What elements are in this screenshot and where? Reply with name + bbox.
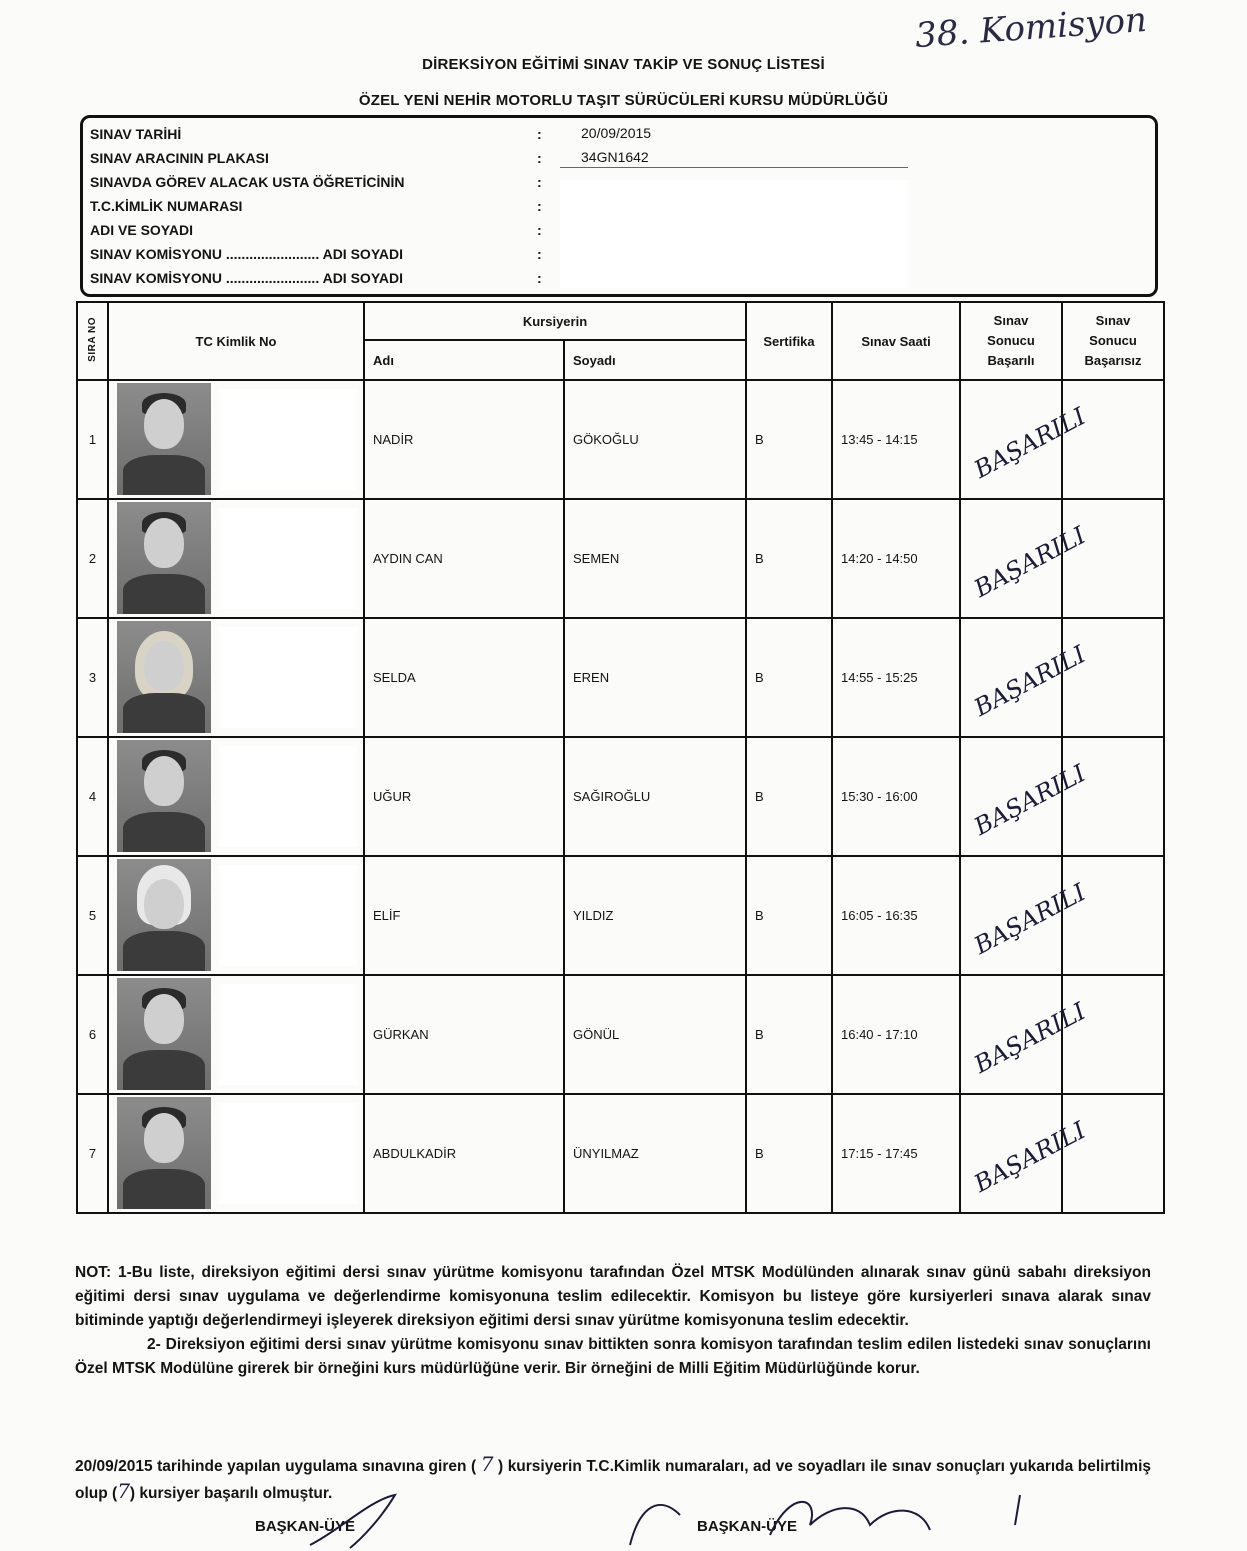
certificate: B [746,499,832,618]
table-row [77,380,1164,499]
redacted-tc [219,1103,357,1204]
last-name: ÜNYILMAZ [564,1094,746,1213]
redacted-tc [219,865,357,966]
last-name: SEMEN [564,499,746,618]
redacted-tc [219,627,357,728]
summary-text-3: ) kursiyer başarılı olmuştur. [129,1485,333,1502]
row-number: 2 [77,499,108,618]
colon: : [537,198,542,214]
first-name: UĞUR [364,737,564,856]
redacted-tc [219,389,357,490]
row-number: 6 [77,975,108,1094]
last-name: GÖNÜL [564,975,746,1094]
exam-time: 15:30 - 16:00 [832,737,960,856]
colon: : [537,222,542,238]
result-failed [1062,856,1164,975]
table-row [77,856,1164,975]
row-number: 5 [77,856,108,975]
institution-title: ÖZEL YENİ NEHİR MOTORLU TAŞIT SÜRÜCÜLERİ KURSU MÜDÜRLÜĞÜ [358,92,889,109]
handwritten-result: BAŞARILI [969,877,1091,960]
candidate-photo [117,859,211,971]
redacted-tc [219,508,357,609]
exam-time: 14:55 - 15:25 [832,618,960,737]
header-soyadi: Soyadı [564,340,746,380]
row-number: 4 [77,737,108,856]
certificate: B [746,856,832,975]
tc-cell [108,618,364,737]
result-passed [960,618,1091,737]
table-row [77,737,1164,856]
certificate: B [746,618,832,737]
handwritten-result: BAŞARILI [969,758,1091,841]
exam-time: 13:45 - 14:15 [832,380,960,499]
info-label-commission-1: SINAV KOMİSYONU ........................ ADI SOYADI [90,246,403,262]
first-name: NADİR [364,380,564,499]
handwritten-commission-note: 38. Komisyon [913,0,1149,57]
table-row [77,1094,1164,1213]
result-passed [960,737,1091,856]
handwritten-result: BAŞARILI [969,996,1091,1079]
header-sira-no: SIRA NO [77,302,108,380]
header-sertifika: Sertifika [746,302,832,380]
first-name: ELİF [364,856,564,975]
redacted-tc [219,984,357,1085]
handwritten-count-entered: 7 [480,1452,494,1476]
last-name: YILDIZ [564,856,746,975]
signature-label-right: BAŞKAN-ÜYE [697,1518,798,1535]
tc-cell [108,1094,364,1213]
exam-time: 17:15 - 17:45 [832,1094,960,1213]
header-sinav-saati: Sınav Saati [832,302,960,380]
colon: : [537,246,542,262]
candidate-photo [117,1097,211,1209]
certificate: B [746,1094,832,1213]
signature-scribble-left [300,1490,440,1550]
result-failed [1062,499,1164,618]
colon: : [537,270,542,286]
candidate-photo [117,740,211,852]
tc-cell [108,499,364,618]
info-label-instructor: SINAVDA GÖREV ALACAK USTA ÖĞRETİCİNİN [90,174,405,190]
handwritten-result: BAŞARILI [969,1115,1091,1198]
redacted-area [560,180,908,288]
note-paragraph-1: NOT: 1-Bu liste, direksiyon eğitimi dersi sınav yürütme komisyonu tarafından Özel MTSK Modülünden alınarak sınav günü sabahı direksiyon eğitimi dersi sınav uygulama ve değerlendirme komisyonuna teslim edilecektir. Komisyon bu listeye göre kursiyerleri sınava alarak sınav bitiminde yaptığı değerlendirmeyi işleyerek direksiyon eğitimi dersi sınav yürütme komisyonuna teslim edecektir. [75,1264,1151,1329]
result-failed [1062,618,1164,737]
result-passed [960,975,1091,1094]
row-number: 3 [77,618,108,737]
exam-time: 14:20 - 14:50 [832,499,960,618]
exam-date-value: 20/09/2015 [581,125,652,141]
info-label-commission-2: SINAV KOMİSYONU ........................ ADI SOYADI [90,270,403,286]
result-passed [960,499,1091,618]
last-name: SAĞIROĞLU [564,737,746,856]
signature-scribble-right [620,1485,1040,1550]
result-failed [1062,380,1164,499]
tc-cell [108,856,364,975]
candidate-photo [117,502,211,614]
result-failed [1062,975,1164,1094]
info-label-name: ADI VE SOYADI [90,222,193,238]
note-block [75,1261,1151,1381]
result-passed [960,380,1091,499]
plate-value: 34GN1642 [581,149,649,165]
colon: : [537,126,542,142]
info-label-tc-number: T.C.KİMLİK NUMARASI [90,198,243,214]
exam-time: 16:40 - 17:10 [832,975,960,1094]
info-label-exam-date: SINAV TARİHİ [90,126,182,142]
first-name: GÜRKAN [364,975,564,1094]
results-table [76,301,1165,1214]
tc-cell [108,737,364,856]
result-passed [960,1094,1091,1213]
header-basarisiz: Sınav Sonucu Başarısız [1062,302,1164,380]
first-name: SELDA [364,618,564,737]
row-number: 1 [77,380,108,499]
summary-text-2: ) kursiyerin T.C.Kimlik numaraları, ad ve soyadları ile sınav sonuçları yukarıda belirtilmiş olup ( [75,1458,1152,1502]
candidate-photo [117,621,211,733]
summary-text-1: 20/09/2015 tarihinde yapılan uygulama sınavına giren ( [75,1458,477,1475]
last-name: GÖKOĞLU [564,380,746,499]
result-passed [960,856,1091,975]
result-failed [1062,737,1164,856]
document-title: DİREKSİYON EĞİTİMİ SINAV TAKİP VE SONUÇ LİSTESİ [422,56,825,73]
header-kursiyer: Kursiyerin [364,302,746,340]
tc-cell [108,380,364,499]
header-basarili: Sınav Sonucu Başarılı [960,302,1062,380]
handwritten-result: BAŞARILI [969,401,1091,484]
certificate: B [746,975,832,1094]
candidate-photo [117,383,211,495]
table-row [77,618,1164,737]
certificate: B [746,380,832,499]
redacted-tc [219,746,357,847]
colon: : [537,174,542,190]
result-failed [1062,1094,1164,1213]
candidate-photo [117,978,211,1090]
handwritten-result: BAŞARILI [969,520,1091,603]
row-number: 7 [77,1094,108,1213]
first-name: ABDULKADİR [364,1094,564,1213]
instructor-field-line [560,167,908,168]
table-row [77,975,1164,1094]
tc-cell [108,975,364,1094]
handwritten-count-passed: 7 [117,1479,130,1503]
colon: : [537,150,542,166]
first-name: AYDIN CAN [364,499,564,618]
info-label-plate: SINAV ARACININ PLAKASI [90,150,269,166]
header-adi: Adı [364,340,564,380]
last-name: EREN [564,618,746,737]
signature-label-left: BAŞKAN-ÜYE [255,1518,356,1535]
exam-time: 16:05 - 16:35 [832,856,960,975]
certificate: B [746,737,832,856]
note-paragraph-2: 2- Direksiyon eğitimi dersi sınav yürütme komisyonu sınav bittikten sonra komisyon tarafından teslim edilen listedeki sınav sonuçlarını Özel MTSK Modülüne girerek bir örneğini kurs müdürlüğüne verir. Bir örneğini de Milli Eğitim Müdürlüğünde korur. [75,1336,1151,1377]
header-tc-kimlik: TC Kimlik No [108,302,364,380]
handwritten-result: BAŞARILI [969,639,1091,722]
table-row [77,499,1164,618]
